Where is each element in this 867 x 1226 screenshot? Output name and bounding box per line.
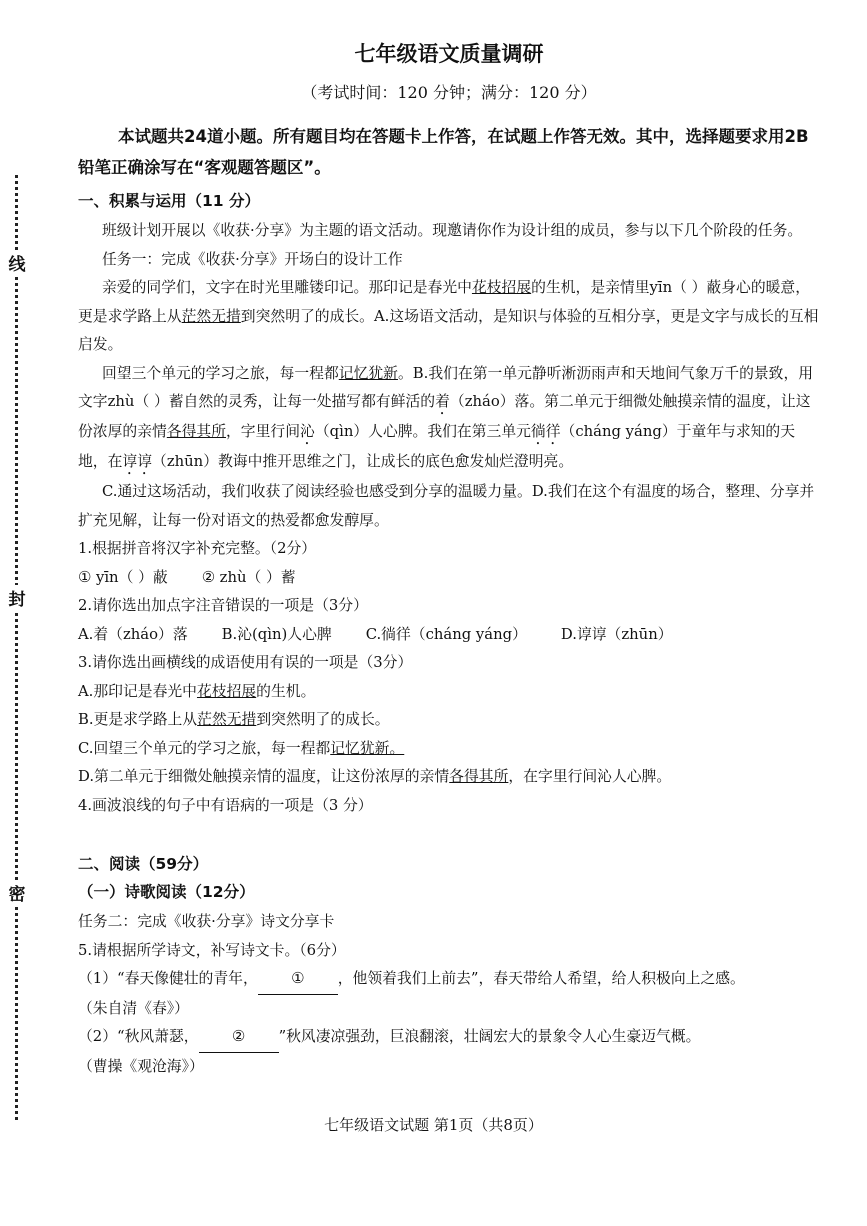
section-1-heading: 一、积累与运用（11 分） (78, 192, 260, 210)
q5-item-1-source: （朱自清《春》） (78, 999, 189, 1017)
section-1-intro: 班级计划开展以《收获·分享》为主题的语文活动。现邀请你作为设计组的成员，参与以下几个阶段的任务。 (102, 222, 803, 239)
margin-char-xian: 线 (6, 250, 28, 275)
exam-page (78, 38, 820, 1081)
dotted-word-zhunzhun: 谆谆 (122, 453, 153, 470)
margin-char-feng: 封 (6, 585, 28, 610)
page-footer: 七年级语文试题 第1页（共8页） (324, 1116, 543, 1134)
question-1-options (78, 564, 820, 593)
binding-margin-dotted-line (15, 175, 18, 1120)
q3-option-b: B.更是求学路上从茫然无措到突然明了的成长。 (78, 711, 390, 728)
exam-time-info: （考试时间：120 分钟；满分：120 分） (301, 83, 597, 102)
idiom-mangranwucuo: 茫然无措 (181, 307, 241, 325)
page-title: 七年级语文质量调研 (354, 42, 544, 66)
question-4: 4.画波浪线的句子中有语病的一项是（3 分） (78, 796, 373, 814)
q5-item-2-source: （曹操《观沧海》） (78, 1057, 204, 1075)
q3-option-a: A.那印记是春光中花枝招展的生机。 (78, 682, 316, 700)
q3-option-c: C.回望三个单元的学习之旅，每一程都记忆犹新。 (78, 739, 405, 757)
q5-blank-2: ② (199, 1023, 279, 1053)
q3-option-d: D.第二单元于细微处触摸亲情的温度，让这份浓厚的亲情各得其所，在字里行间沁人心脾。 (78, 768, 672, 785)
q5-item-1: （1）“春天像健壮的青年， ① ，他领着我们上前去”，春天带给人希望，给人积极向上之感。 (78, 965, 820, 995)
passage-paragraph-3: C.通过这场活动，我们收获了阅读经验也感受到分享的温暖力量。D.我们在这个有温度的场合，整理、分享并扩充见解，让每一份对语文的热爱都愈发醇厚。 (78, 483, 815, 529)
passage-paragraph-1: 亲爱的同学们，文字在时光里雕镂印记。那印记是春光中花枝招展的生机，是亲情里yīn（ ）蔽身心的暖意，更是求学路上从茫然无措到突然明了的成长。A.这场语文活动，是知识与体验的互相分享，更是文字与成长的互相启发。 (78, 279, 819, 353)
q1-option-2: ② zhù（ ）蓄 (201, 568, 296, 586)
exam-instructions (78, 121, 820, 183)
section-2-heading: 二、阅读（59分） (78, 855, 209, 873)
q5-blank-1: ① (258, 965, 338, 995)
q2-option-c: C.徜徉（cháng yáng） (365, 625, 527, 643)
q5-item-2: （2）“秋风萧瑟， ② ”秋风凄凉强劲，巨浪翻滚，壮阔宏大的景象令人心生豪迈气概。 (78, 1023, 820, 1053)
question-5: 5.请根据所学诗文，补写诗文卡。（6分） (78, 941, 346, 959)
q2-option-a: A.着（zháo）落 (78, 625, 188, 643)
idiom-gedeqisuo: 各得其所 (166, 423, 226, 440)
question-2: 2.请你选出加点字注音错误的一项是（3分） (78, 597, 368, 614)
dotted-char-zhao: 着 (435, 393, 450, 410)
q1-option-1: ① yīn（ ）蔽 (78, 568, 168, 586)
instructions-line-2: 求用2B铅笔正确涂写在“客观题答题区”。 (78, 127, 809, 177)
poetry-subsection-heading: （一）诗歌阅读（12分） (78, 883, 255, 901)
q2-option-b: B.沁(qìn)人心脾 (221, 625, 332, 643)
question-1: 1.根据拼音将汉字补充完整。（2分） (78, 540, 317, 557)
margin-char-mi: 密 (6, 880, 28, 905)
question-3: 3.请你选出画横线的成语使用有误的一项是（3分） (78, 654, 413, 671)
passage-paragraph-2: 回望三个单元的学习之旅，每一程都记忆犹新。B.我们在第一单元静听淅沥雨声和天地间气象万千的景致，用文字zhù（ ）蓄自然的灵秀，让每一处描写都有鲜活的着（zháo）落。第二单元于细微处触摸亲情的温度，让这份浓厚的亲情各得其所，字里行间沁（qìn）人心脾。我们在第三单元徜徉（cháng yáng）于童年与求知的天地，在谆谆（zhūn）教诲中推开思维之门，让成长的底色愈发灿烂澄明亮。 (78, 364, 814, 470)
q2-option-d: D.谆谆（zhūn） (560, 625, 673, 643)
task-1-title: 任务一：完成《收获·分享》开场白的设计工作 (102, 250, 403, 268)
dotted-word-changyang: 徜徉 (530, 423, 561, 440)
question-2-options (78, 621, 820, 650)
task-2-title: 任务二：完成《收获·分享》诗文分享卡 (78, 913, 335, 930)
idiom-jiyiyouxin: 记忆犹新 (338, 364, 398, 382)
dotted-char-qin: 沁 (300, 423, 315, 440)
instructions-line-1: 本试题共24道小题。所有题目均在答题卡上作答，在试题上作答无效。其中，选择题要 (118, 127, 752, 146)
idiom-huazhizhaozhan: 花枝招展 (471, 279, 532, 296)
